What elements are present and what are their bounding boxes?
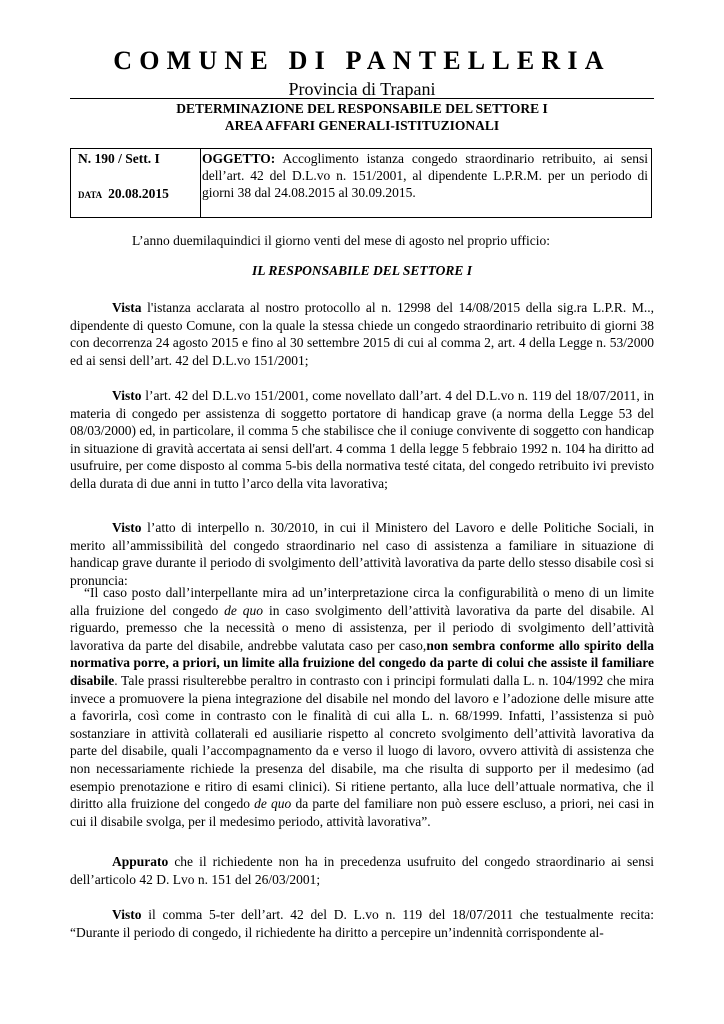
municipality-title: COMUNE DI PANTELLERIA	[113, 46, 611, 75]
paragraph-body: l'istanza acclarata al nostro protocollo al n. 12998 del 14/08/2015 della sig.ra L.P.R. M.., dipendente di questo Comune, con la quale la stessa chiede un congedo straordinario retribuito di giorni 38 con decorrenza 24 agosto 2015 e fino al 30 settembre 2015 di cui al comma 2, art. 4 della Legge n. 53/2000 ed ai sensi dell’art. 42 del D.L.vo 151/2001;	[70, 300, 654, 368]
ministry-quote	[70, 584, 654, 830]
subject-body: Accoglimento istanza congedo straordinario retribuito, ai sensi dell’art. 42 del D.L.vo n. 151/2001, al dipendente L.P.R.M. per un periodo di giorni 38 dal 24.08.2015 al 30.09.2015.	[202, 151, 648, 200]
date-value: 20.08.2015	[108, 186, 169, 201]
paragraph-visto-interpello	[70, 519, 654, 589]
paragraph-appurato	[70, 853, 654, 888]
paragraph-lead: Visto	[112, 388, 142, 403]
subject-text	[202, 150, 648, 201]
paragraph-body: l’art. 42 del D.L.vo 151/2001, come novellato dall’art. 4 del D.L.vo n. 119 del 18/07/2011, in materia di congedo per assistenza di soggetto portatore di handicap grave (a norma della Legge 53 del 08/03/2000) ed, in particolare, il comma 5 che stabilisce che il coniuge convivente di soggetto con handicap in situazione di gravità accertata ai sensi dell'art. 4 comma 1 della legge 5 febbraio 1992 n. 104 ha diritto ad usufruire, per come disposto al comma 5-bis della normativa testé citata, del congedo retribuito ivi previsto della durata di due anni in tutto l’arco della vita lavorativa;	[70, 388, 654, 491]
document-number: N. 190 / Sett. I	[78, 151, 160, 166]
document-number-box	[70, 148, 201, 218]
paragraph-vista	[70, 299, 654, 369]
paragraph-body: l’atto di interpello n. 30/2010, in cui il Ministero del Lavoro e delle Politiche Sociali, in merito all’ammissibilità del congedo straordinario nel caso di assistenza a familiare in situazione di handicap grave durante il periodo di svolgimento dell’attività lavorativa da parte dello stesso disabile così si pronuncia:	[70, 520, 654, 588]
quote-italic: de quo	[254, 796, 292, 812]
paragraph-lead: Appurato	[112, 854, 169, 869]
document-date	[78, 186, 169, 202]
determination-heading	[70, 100, 654, 134]
subject-label: OGGETTO:	[202, 151, 276, 166]
paragraph-body: che il richiedente non ha in precedenza usufruito del congedo straordinario ai sensi dell’articolo 42 D. Lvo n. 151 del 26/03/2001;	[70, 854, 654, 887]
determination-line-2: AREA AFFARI GENERALI-ISTITUZIONALI	[224, 118, 500, 133]
paragraph-lead: Visto	[112, 520, 142, 535]
quote-text: . Tale prassi risulterebbe peraltro in contrasto con i principi formulati dalla L. n. 104/1992 che mira invece a promuovere la piena integrazione del disabile nel mondo del lavoro e l’adozione delle misure atte a favorirla, così come in contrasto con le finalità di cui alla L. n. 68/1999. Infatti, l’assistenza si può sostanziare in attività collaterali ed ausiliarie rispetto al concreto svolgimento dell’attività lavorativa da parte del disabile, quali l’accompagnamento da e verso il luogo di lavoro, ovvero attività di assistenza che non necessariamente richiede la presenza del disabile, ma che risulta di supporto per il medesimo (ad esempio prenotazione e ritiro di esami clinici). Si ritiene pertanto, alla luce dell’attuale normativa, che il diritto alla fruizione del congedo	[70, 672, 654, 812]
header-divider	[70, 98, 654, 99]
date-label: DATA	[78, 190, 103, 200]
quote-text: “Il caso posto dall’interpellante mira ad un’interpretazione circa la configurabilità o meno di un limite alla fruizione del congedo	[70, 585, 654, 618]
quote-text: in caso svolgimento dell’attività lavorativa da parte del disabile. Al riguardo, premesso che la necessità o meno di assistenza, per il periodo di svolgimento dell’attività lavorativa da parte del disabile, andrebbe valutata caso per caso,	[70, 602, 654, 653]
paragraph-visto-art42	[70, 387, 654, 493]
paragraph-lead: Vista	[112, 300, 142, 315]
paragraph-body: il comma 5-ter dell’art. 42 del D. L.vo n. 119 del 18/07/2011 che testualmente recita: “Durante il periodo di congedo, il richiedente ha diritto a percepire un’indennità corrispondente al-	[70, 907, 654, 940]
paragraph-visto-comma	[70, 906, 654, 941]
paragraph-lead: Visto	[112, 907, 142, 922]
responsible-heading: IL RESPONSABILE DEL SETTORE I	[251, 263, 473, 278]
quote-text: da parte del familiare non può essere escluso, a priori, nei casi in cui il disabile svolga, per il medesimo periodo, attività lavorativa”.	[70, 796, 655, 829]
subject-box	[199, 148, 652, 218]
quote-italic: de quo	[224, 602, 264, 618]
intro-line: L’anno duemilaquindici il giorno venti del mese di agosto nel proprio ufficio:	[132, 233, 551, 248]
province-subtitle: Provincia di Trapani	[288, 79, 436, 99]
quote-bold: non sembra conforme allo spirito della normativa porre, a priori, un limite alla fruizione del congedo da parte di colui che assiste il familiare disabile	[70, 637, 654, 688]
determination-line-1: DETERMINAZIONE DEL RESPONSABILE DEL SETTORE I	[176, 101, 548, 116]
